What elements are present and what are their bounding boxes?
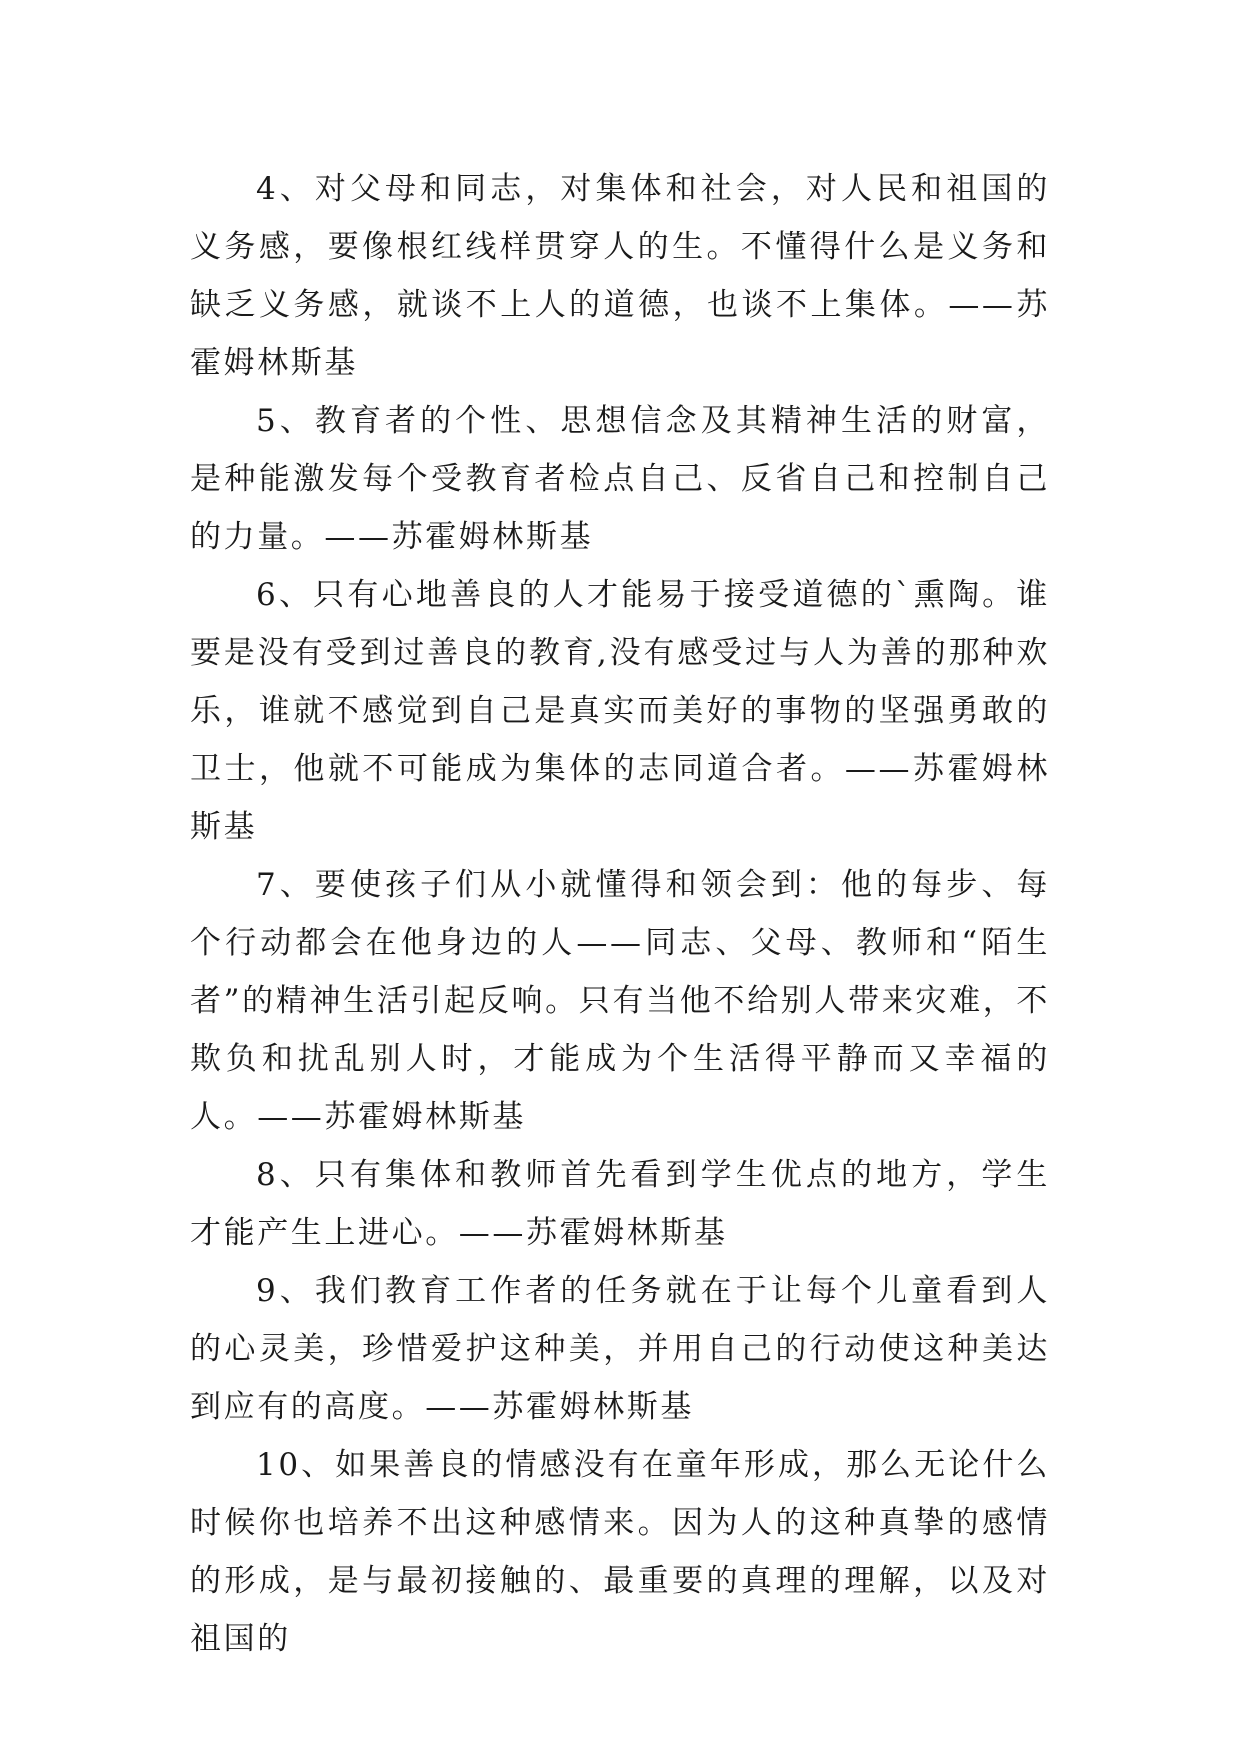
quote-paragraph-4: 4、对父母和同志，对集体和社会，对人民和祖国的义务感，要像根红线样贯穿人的生。不懂得什么是义务和缺乏义务感，就谈不上人的道德，也谈不上集体。——苏霍姆林斯基 [190, 171, 1050, 381]
quote-paragraph-7: 7、要使孩子们从小就懂得和领会到：他的每步、每个行动都会在他身边的人——同志、父母、教师和“陌生者”的精神生活引起反响。只有当他不给别人带来灾难，不欺负和扰乱别人时，才能成为个生活得平静而又幸福的人。——苏霍姆林斯基 [190, 867, 1050, 1135]
quote-paragraph-9: 9、我们教育工作者的任务就在于让每个儿童看到人的心灵美，珍惜爱护这种美，并用自己的行动使这种美达到应有的高度。——苏霍姆林斯基 [190, 1273, 1050, 1425]
quote-paragraph-6: 6、只有心地善良的人才能易于接受道德的`熏陶。谁要是没有受到过善良的教育,没有感受过与人为善的那种欢乐，谁就不感觉到自己是真实而美好的事物的坚强勇敢的卫士，他就不可能成为集体的志同道合者。——苏霍姆林斯基 [190, 577, 1050, 845]
quote-paragraph-10: 10、如果善良的情感没有在童年形成，那么无论什么时候你也培养不出这种感情来。因为人的这种真挚的感情的形成，是与最初接触的、最重要的真理的理解，以及对祖国的 [190, 1447, 1050, 1657]
document-page [190, 160, 1050, 1668]
quote-paragraph-5: 5、教育者的个性、思想信念及其精神生活的财富，是种能激发每个受教育者检点自己、反省自己和控制自己的力量。——苏霍姆林斯基 [190, 403, 1050, 555]
quote-paragraph-8: 8、只有集体和教师首先看到学生优点的地方，学生才能产生上进心。——苏霍姆林斯基 [190, 1157, 1050, 1251]
